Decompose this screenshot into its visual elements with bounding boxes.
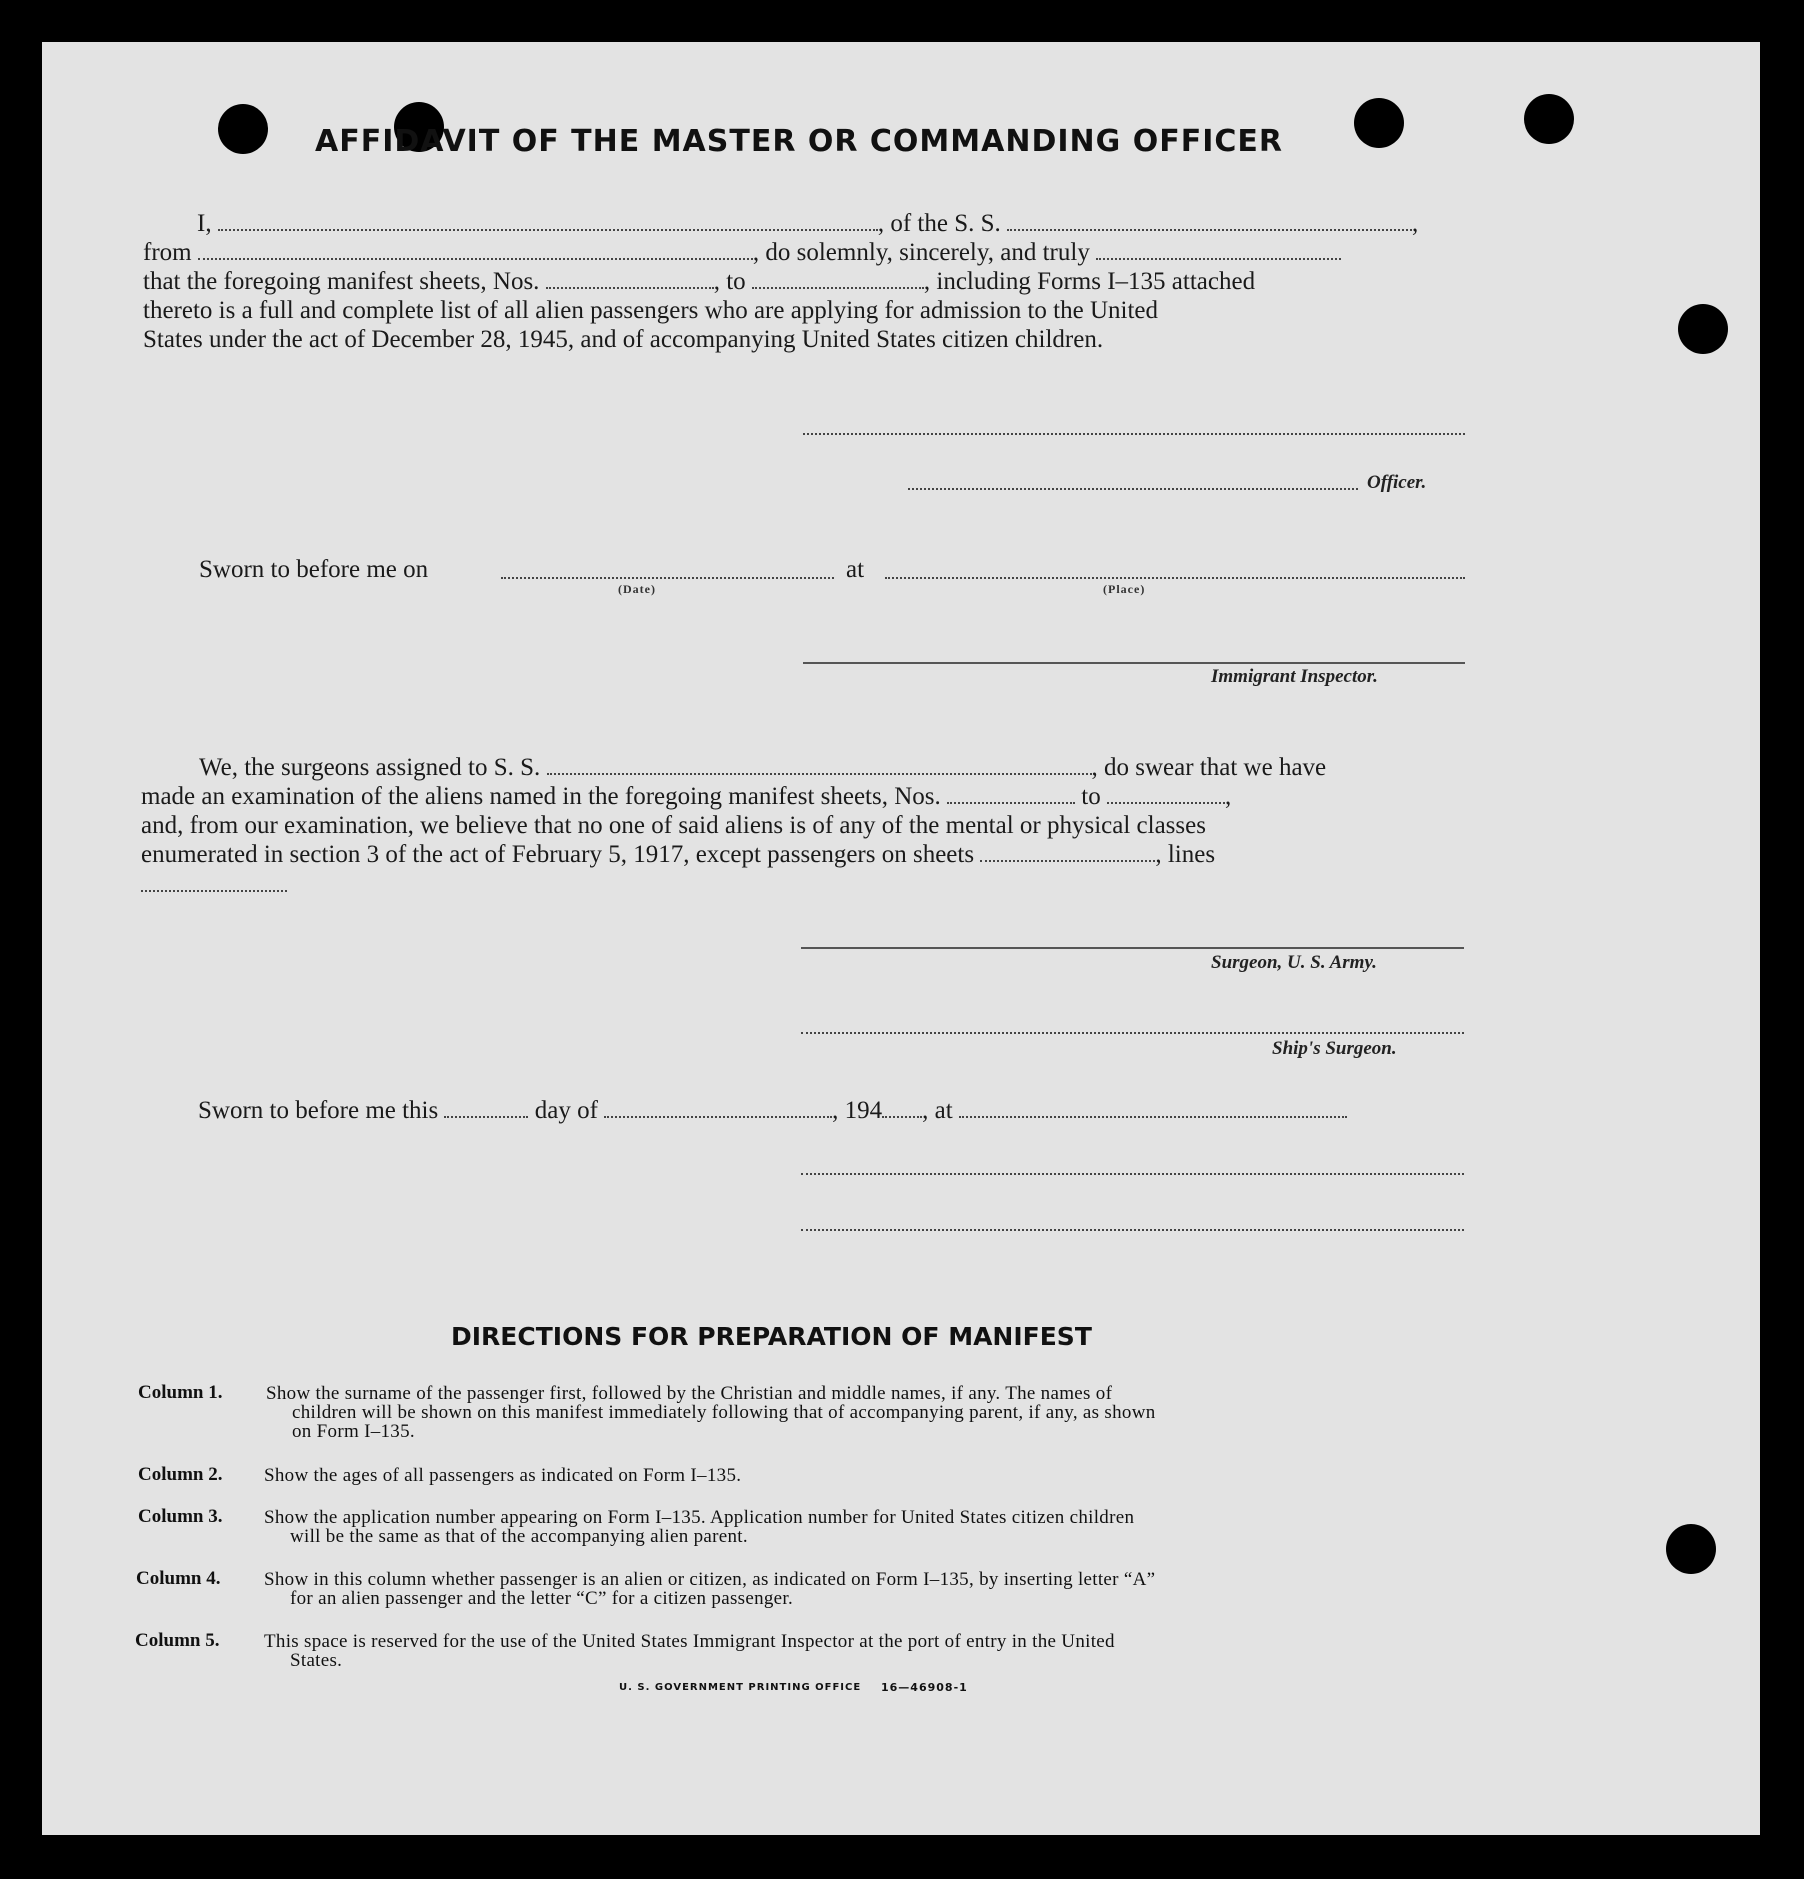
officer-label: Officer. xyxy=(1367,472,1427,493)
column-2-label: Column 2. xyxy=(138,1464,223,1485)
sworn2-place-field[interactable] xyxy=(959,1116,1347,1118)
swear-field[interactable] xyxy=(1096,258,1341,260)
column-5-text: This space is reserved for the use of the United States Immigrant Inspector at the port of entry in the United States. xyxy=(264,1631,1115,1671)
sworn-at-text: at xyxy=(846,556,865,583)
surgeons-line-2: made an examination of the aliens named in the foregoing manifest sheets, Nos. to , xyxy=(141,783,1232,810)
form-page xyxy=(42,42,1760,1835)
surgeons-line-1: We, the surgeons assigned to S. S. , do swear that we have xyxy=(199,754,1327,781)
punch-hole xyxy=(218,104,268,154)
army-surgeon-label: Surgeon, U. S. Army. xyxy=(1211,952,1377,973)
sworn-month-field[interactable] xyxy=(604,1116,832,1118)
signature-line-1[interactable] xyxy=(801,1173,1464,1175)
column-1-label: Column 1. xyxy=(138,1382,223,1403)
directions-title: DIRECTIONS FOR PREPARATION OF MANIFEST xyxy=(451,1322,1092,1351)
affidavit-line-5: States under the act of December 28, 1945, and of accompanying United States citizen children. xyxy=(143,326,1104,353)
column-5-label: Column 5. xyxy=(135,1630,220,1651)
printer-imprint: U. S. GOVERNMENT PRINTING OFFICE xyxy=(619,1682,862,1693)
column-4-text: Show in this column whether passenger is an alien or citizen, as indicated on Form I–135, by inserting letter “A” for an alien passenger and the letter “C” for a citizen passenger. xyxy=(264,1569,1156,1609)
army-surgeon-signature-line[interactable] xyxy=(801,947,1464,949)
officer-title-line[interactable] xyxy=(908,488,1358,490)
inspector-label: Immigrant Inspector. xyxy=(1211,666,1378,687)
inspector-signature-line[interactable] xyxy=(803,662,1465,664)
signature-line-2[interactable] xyxy=(801,1229,1464,1231)
punch-hole xyxy=(1524,94,1574,144)
ship-surgeon-label: Ship's Surgeon. xyxy=(1272,1038,1397,1059)
sworn-date-field[interactable] xyxy=(501,577,834,579)
from-field[interactable] xyxy=(198,258,753,260)
sworn-place-field[interactable] xyxy=(885,577,1465,579)
surgeons-line-3: and, from our examination, we believe that no one of said aliens is of any of the mental or physical classes xyxy=(141,812,1206,839)
sworn-before-text: Sworn to before me on xyxy=(199,556,429,583)
ship-name-field[interactable] xyxy=(1007,229,1412,231)
affidavit-line-4: thereto is a full and complete list of all alien passengers who are applying for admission to the United xyxy=(143,297,1159,324)
surgeons-sheets-from-field[interactable] xyxy=(947,802,1075,804)
ship-surgeon-signature-line[interactable] xyxy=(801,1032,1464,1034)
place-caption: (Place) xyxy=(1103,582,1146,596)
officer-signature-line[interactable] xyxy=(803,433,1465,435)
punch-hole xyxy=(1678,304,1728,354)
column-1-text: Show the surname of the passenger first, followed by the Christian and middle names, if any. The names of children will be shown on this manifest immediately following that of accompanying parent, if any, as shown on Form I–135. xyxy=(266,1383,1156,1442)
column-2-text: Show the ages of all passengers as indicated on Form I–135. xyxy=(264,1465,742,1486)
affidavit-line-3: that the foregoing manifest sheets, Nos. , to , including Forms I–135 attached xyxy=(143,268,1256,295)
date-caption: (Date) xyxy=(618,582,656,596)
column-3-text: Show the application number appearing on Form I–135. Application number for United States citizen children will be the same as that of the accompanying alien parent. xyxy=(264,1507,1135,1547)
affidavit-line-1: I, , of the S. S. , xyxy=(197,210,1419,237)
name-field[interactable] xyxy=(218,229,878,231)
form-code: 16—46908-1 xyxy=(881,1681,968,1694)
surgeons-sheets-to-field[interactable] xyxy=(1107,802,1225,804)
column-3-label: Column 3. xyxy=(138,1506,223,1527)
sworn-day-field[interactable] xyxy=(444,1116,528,1118)
except-sheets-field[interactable] xyxy=(980,860,1155,862)
affidavit-line-2: from , do solemnly, sincerely, and truly xyxy=(143,238,1341,267)
surgeons-ship-field[interactable] xyxy=(547,773,1092,775)
column-4-label: Column 4. xyxy=(136,1568,221,1589)
sheets-from-field[interactable] xyxy=(546,287,714,289)
sheets-to-field[interactable] xyxy=(752,287,924,289)
surgeons-line-4: enumerated in section 3 of the act of February 5, 1917, except passengers on sheets , lines xyxy=(141,841,1216,868)
punch-hole xyxy=(1354,98,1404,148)
sworn-year-field[interactable] xyxy=(882,1116,922,1118)
page-title: AFFIDAVIT OF THE MASTER OR COMMANDING OFFICER xyxy=(315,124,1283,159)
sworn-this-line: Sworn to before me this day of , 194 , at xyxy=(198,1096,1347,1125)
punch-hole xyxy=(1666,1524,1716,1574)
lines-field[interactable] xyxy=(141,890,287,892)
